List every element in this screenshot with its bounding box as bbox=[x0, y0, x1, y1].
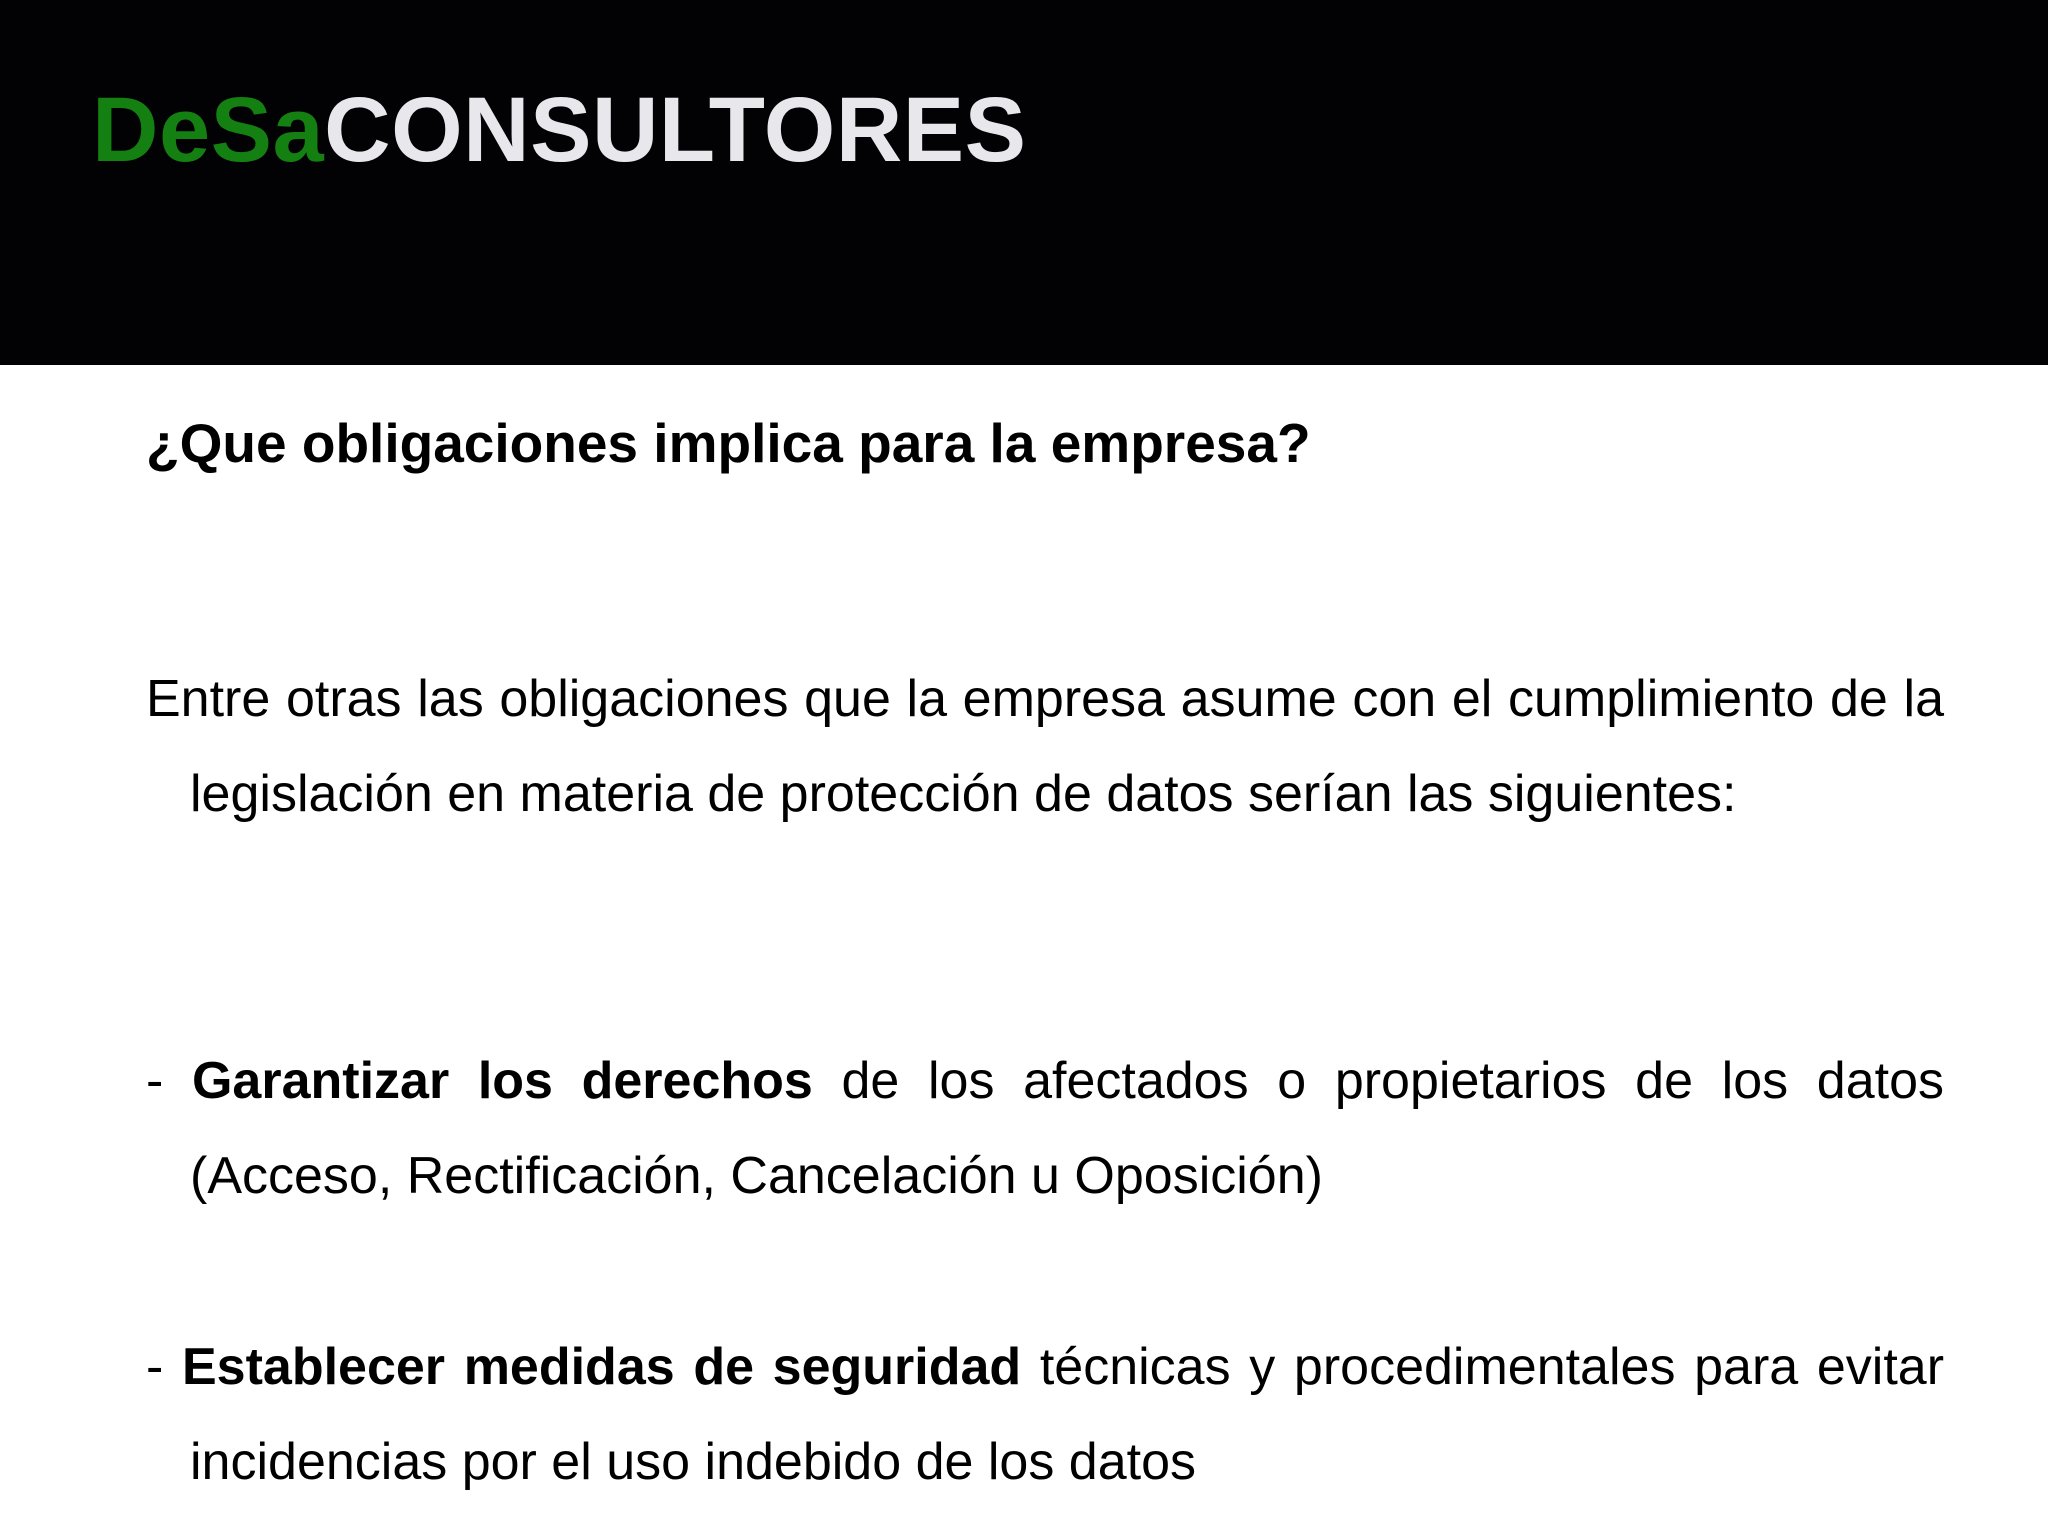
list-item-bold: Garantizar los derechos bbox=[191, 1052, 813, 1110]
list-item bbox=[146, 1034, 1944, 1224]
intro-paragraph: Entre otras las obligaciones que la empresa asume con el cumplimiento de la legislación en materia de protección de datos serían las siguientes: bbox=[146, 670, 1944, 823]
list-item-text: de los afectados o propietarios de los datos (Acceso, Rectificación, Cancelación u Oposición) bbox=[190, 1052, 1944, 1205]
header-bar bbox=[0, 0, 2048, 365]
brand-rest: CONSULTORES bbox=[324, 79, 1027, 181]
brand-logo bbox=[92, 79, 1027, 181]
list-item-prefix: - bbox=[146, 1338, 182, 1396]
list-item-prefix: - bbox=[146, 1052, 192, 1110]
list-item bbox=[146, 1320, 1944, 1510]
list-item-text: técnicas y procedimentales para evitar incidencias por el uso indebido de los datos bbox=[190, 1338, 1945, 1491]
slide-question-heading: ¿Que obligaciones implica para la empresa? bbox=[146, 412, 1311, 474]
list-item-bold: Establecer medidas de seguridad bbox=[181, 1338, 1022, 1396]
brand-accent: DeSa bbox=[92, 79, 325, 181]
